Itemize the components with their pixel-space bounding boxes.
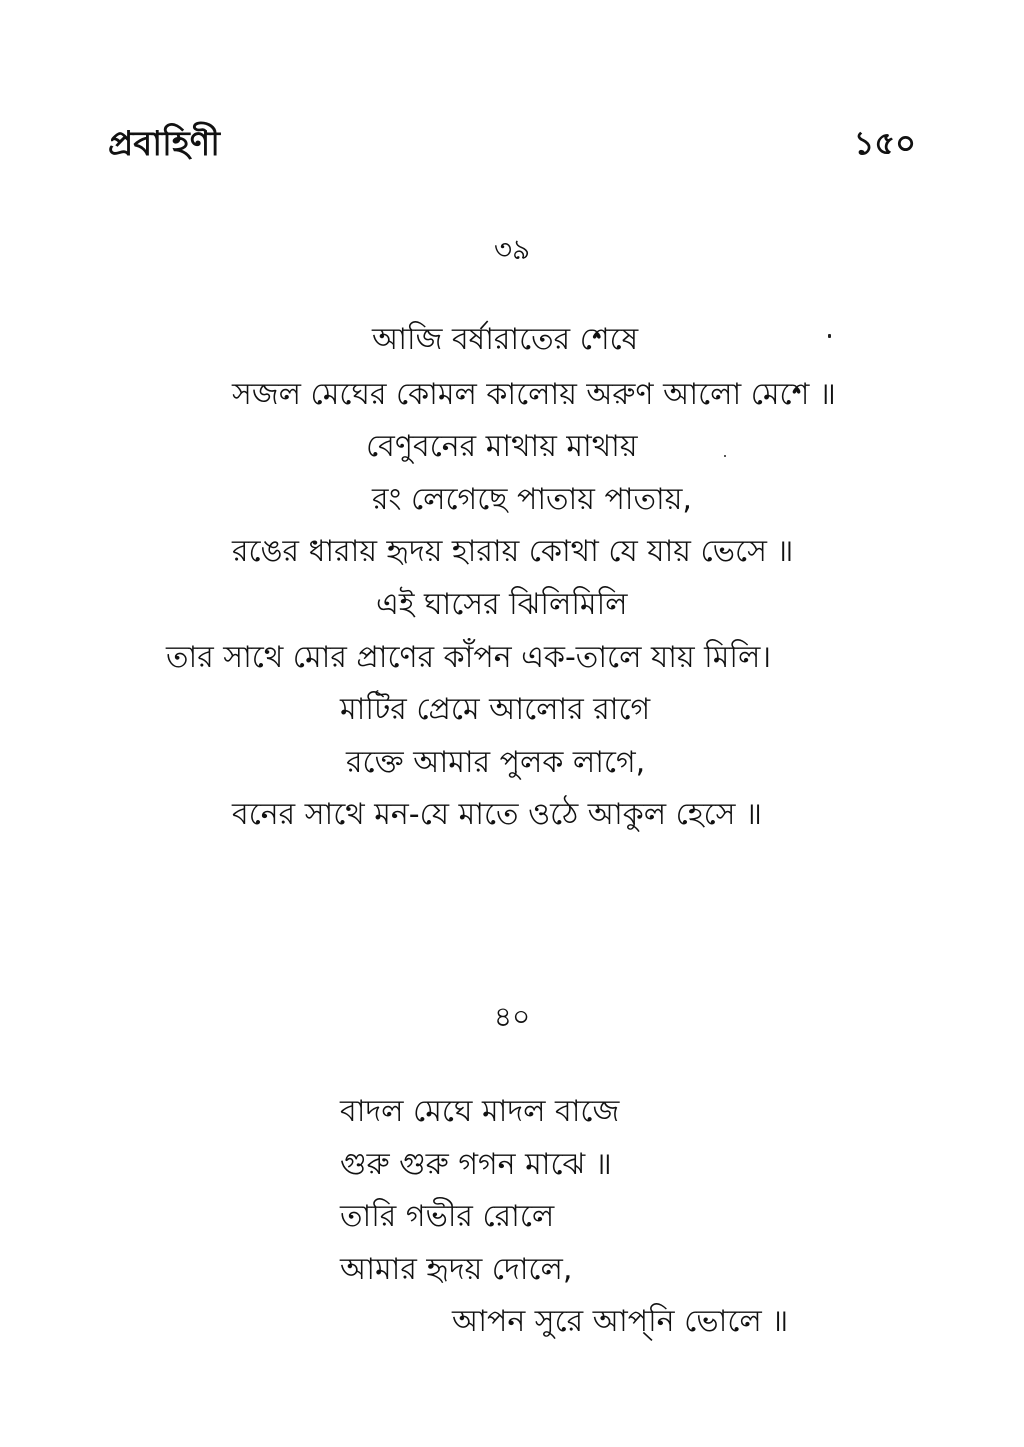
page-number: ১৫০ <box>853 124 916 162</box>
poem-39-line-1: আজি বর্ষারাতের শেষে <box>372 322 639 357</box>
poem-40-line-3: তারি গভীর রোলে <box>340 1199 555 1234</box>
poem-40-line-2: গুরু গুরু গগন মাঝে ॥ <box>340 1147 612 1182</box>
poem-40-line-5: আপন সুরে আপ্‌নি ভোলে ॥ <box>452 1304 789 1339</box>
poem-39-line-3: বেণুবনের মাথায় মাথায় <box>366 429 638 464</box>
poem-39-line-6: এই ঘাসের ঝিলিমিলি <box>376 587 628 622</box>
poem-39-line-7: তার সাথে মোর প্রাণের কাঁপন এক-তালে যায় মিলি। <box>166 640 772 675</box>
scan-speck <box>828 334 831 338</box>
poem-39-line-2: সজল মেঘের কোমল কালোয় অরুণ আলো মেশে ॥ <box>232 377 836 412</box>
poem-40-line-4: আমার হৃদয় দোলে, <box>340 1252 573 1287</box>
scan-speck <box>724 455 726 457</box>
poem-39-line-9: রক্তে আমার পুলক লাগে, <box>346 745 646 780</box>
poem-39-line-5: রঙের ধারায় হৃদয় হারায় কোথা যে যায় ভেসে ॥ <box>232 534 794 569</box>
poem-39-line-8: মাটির প্রেমে আলোর রাগে <box>340 692 651 727</box>
poem-number-40: ৪০ <box>493 1000 531 1033</box>
poem-39-line-10: বনের সাথে মন-যে মাতে ওঠে আকুল হেসে ॥ <box>232 797 762 832</box>
book-title: প্রবাহিণী <box>108 124 221 164</box>
poem-40-line-1: বাদল মেঘে মাদল বাজে <box>340 1094 620 1129</box>
poem-39-line-4: রং লেগেছে পাতায় পাতায়, <box>372 482 692 517</box>
poem-number-39: ৩৯ <box>493 233 531 266</box>
